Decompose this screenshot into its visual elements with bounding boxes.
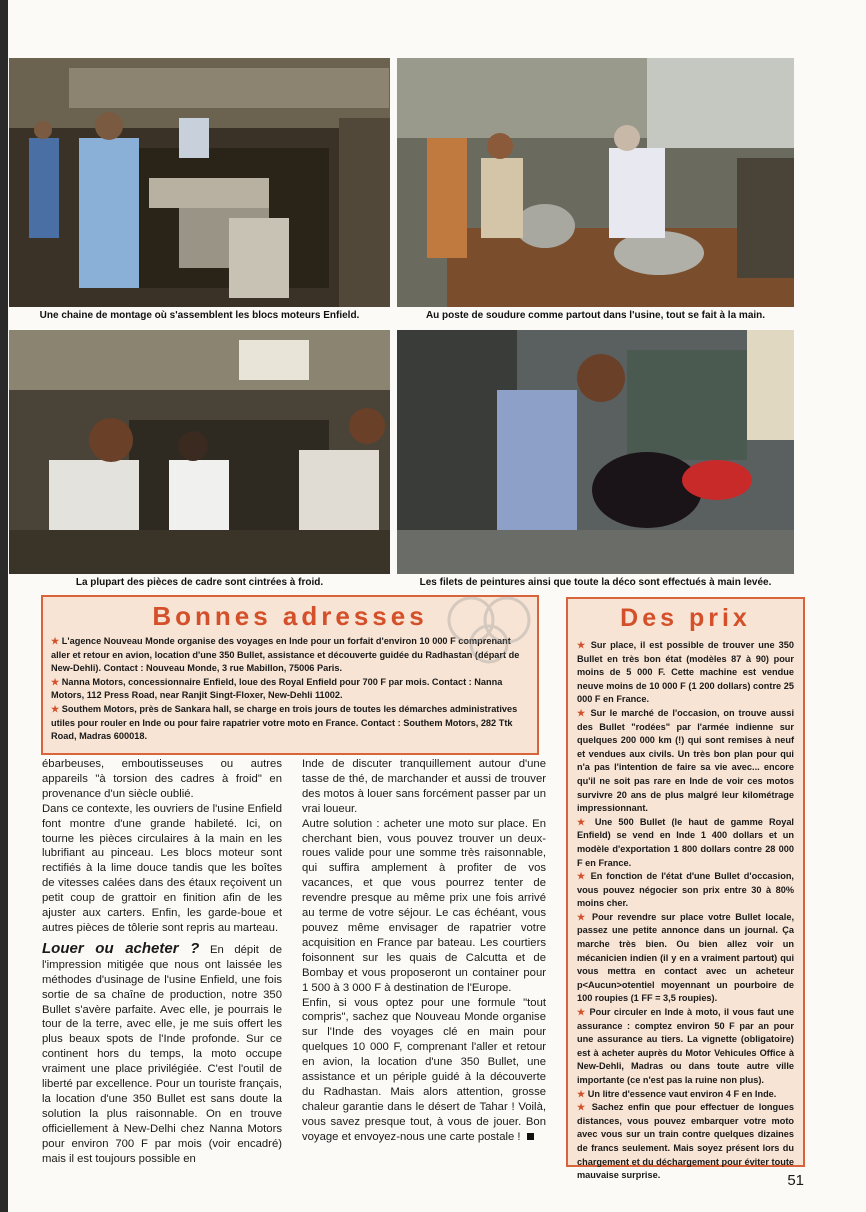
prix-item: ★ Une 500 Bullet (le haut de gamme Royal Enfield) se vend en Inde 1 400 dollars et un modèle d'exportation 1 800 dollars contre 28 000 F en France. — [577, 816, 794, 868]
star-icon: ★ — [577, 1088, 588, 1099]
des-prix-list — [577, 639, 794, 1183]
article-paragraph: Inde de discuter tranquillement autour d'une tasse de thé, de marchander et aussi de trouver des motos à louer sans forcément passer par un vrai loueur. — [302, 758, 546, 815]
section-lead: Louer ou acheter ? — [42, 939, 200, 957]
prix-item: ★ Sachez enfin que pour effectuer de longues distances, vous pouvez embarquer votre moto avec vous sur un train contre quelques dizaines de francs seulement. Mais soyez présent lors du chargement et du déchargement pour éviter toute mauvaise surprise. — [577, 1102, 794, 1181]
article-paragraph: Autre solution : acheter une moto sur place. En cherchant bien, vous pouvez trouver un deux-roues valide pour une somme très raisonnable, qui suffira amplement à profiter de vos vacances, et que vous pourrez tenter de revendre presque au même prix une fois arrivé au terme de votre séjour. Le cas échéant, vous pouvez même envisager de rapatrier votre acquisition en France par bateau. Les courtiers foisonnent sur les quais de Calcutta et de Bombay et vous proposeront un container pour 1 500 à 3 000 F à destination de l'Europe. — [302, 817, 546, 994]
photo-welding-station — [397, 58, 794, 307]
prix-item: ★ Sur le marché de l'occasion, on trouve aussi des Bullet "rodées" par l'armée indienne sur quelques 200 000 km (!) qui sont remises à neuf et vendues aux civils. Un très bon plan pour qui n'a pas l'intention de faire sa vie avec... encore qu'il ne soit pas rare en Inde de voir ces motos survivre 20 ans de plus malgré leur kilométrage impressionnant. — [577, 707, 794, 814]
star-icon: ★ — [51, 703, 62, 714]
article-column-1 — [42, 757, 282, 1166]
caption-assembly-line: Une chaine de montage où s'assemblent les blocs moteurs Enfield. — [39, 310, 360, 321]
article-paragraph: ébarbeuses, emboutisseuses ou autres appareils "à torsion des cadres à froid" en provenance d'un siècle oublié. — [42, 758, 282, 800]
bonnes-adresses-title: Bonnes adresses — [152, 601, 428, 631]
caption-welding-station: Au poste de soudure comme partout dans l'usine, tout se fait à la main. — [425, 310, 766, 321]
caption-frame-bending: La plupart des pièces de cadre sont cintrées à froid. — [75, 577, 324, 588]
star-icon: ★ — [577, 911, 592, 922]
photo-painting-tank — [397, 330, 794, 574]
adresse-item: ★ Nanna Motors, concessionnaire Enfield, loue des Royal Enfield pour 700 F par mois. Contact : Nanna Motors, 112 Press Road, near Ranjit Singt-Floxer, New-Dehli 11002. — [51, 676, 503, 701]
article-column-2 — [302, 757, 546, 1145]
caption-painting-tank: Les filets de peintures ainsi que toute la déco sont effectués à main levée. — [419, 577, 772, 588]
article-paragraph: Dans ce contexte, les ouvriers de l'usine Enfield font montre d'une grande habileté. Ici, on tourne les pièces circulaires à la main en les lubrifiant au pinceau. Les blocs moteur sont rectifiés à la lime douce tandis que les boîtes de vitesses calées dans des étaux reçoivent un petit coup de grattoir en finition afin de les ajuster aux carters. Enfin, les garde-boue et autres pièces de tôlerie sont repris au marteau. — [42, 802, 282, 934]
star-icon: ★ — [577, 707, 591, 718]
prix-item: ★ En fonction de l'état d'une Bullet d'occasion, vous pouvez négocier son prix entre 30 à 80% moins cher. — [577, 871, 794, 909]
star-icon: ★ — [577, 1007, 590, 1018]
end-of-article-mark — [527, 1133, 534, 1140]
star-icon: ★ — [577, 640, 591, 650]
star-icon: ★ — [51, 676, 62, 687]
adresse-item: ★ L'agence Nouveau Monde organise des voyages en Inde pour un forfait d'environ 10 000 F comprenant aller et retour en avion, location d'une 350 Bullet, assistance et découverte guidée du Radhastan (départ de New-Dehli). Contact : Nouveau Monde, 3 rue Mabillon, 75006 Paris. — [51, 636, 520, 674]
star-icon: ★ — [577, 1102, 592, 1113]
des-prix-title: Des prix — [620, 604, 751, 632]
star-icon: ★ — [51, 636, 62, 646]
photo-frame-bending — [9, 330, 390, 574]
article-paragraph: Enfin, si vous optez pour une formule "tout compris", sachez que Nouveau Monde organise sur l'Inde des voyages clé en main pour quelques 10 000 F, comprenant l'aller et retour en avion, la location d'une 350 Bullet, une assistance et un périple guidé à la découverte du Radhastan. Mais alors attention, grosse chaleur garantie dans le désert de Tahar ! Voilà, vous savez presque tout, à vous de jouer. Bon voyage et envoyez-nous une carte postale ! — [302, 996, 546, 1143]
prix-item: ★ Pour circuler en Inde à moto, il vous faut une assurance : comptez environ 50 F par an pour une assurance au tiers. La vignette (obligatoire) est à acheter auprès du Motor Vehicules Office à New-Dehli, Madras ou dans toute autre ville importante (ce n'est pas la ruine non plus). — [577, 1007, 794, 1085]
prix-item: ★ Pour revendre sur place votre Bullet locale, passez une petite annonce dans un journal. Ça marche très bien. Ou bien allez voir un mécanicien indien (il y en a vraiment partout) qui vous mettra en contact avec un acheteur p<Aucun>otentiel moyennant un pourboire de 100 roupies (1 FF = 3,5 roupies). — [577, 911, 794, 1004]
adresse-item: ★ Southem Motors, près de Sankara hall, se charge en trois jours de toutes les démarches administratives utiles pour rouler en Inde ou pour faire rapatrier votre moto en France. Contact : Southem Motors, 282 Ttk Road, Madras 600018. — [51, 703, 518, 742]
watermark-logo — [445, 588, 537, 668]
article-paragraph: Louer ou acheter ? En dépit de l'impression mitigée que nous ont laissée les méthodes d'usinage de l'usine Enfield, une fois sortie de sa chaîne de production, notre 350 Bullet s'avère parfaite. Avec elle, je pourrais le tour de la terre, avec elle, je me suis offert les plus beaux spots de l'Inde profonde. Sur ce continent hors du temps, la moto occupe vraiment une place privilégiée. C'est l'outil de liberté par excellence. Pour un touriste français, la location d'une 350 Bullet est sans doute la solution la plus raisonnable. On en trouve officiellement à New-Delhi chez Nanna Motors pour environ 700 F par mois (voir encadré) mais il est toujours possible en — [42, 939, 282, 1165]
star-icon: ★ — [577, 871, 591, 882]
photo-assembly-line — [9, 58, 390, 307]
star-icon: ★ — [577, 816, 595, 827]
page-number: 51 — [787, 1172, 804, 1189]
prix-item: ★ Sur place, il est possible de trouver une 350 Bullet en très bon état (modèles 87 à 90) pour moins de 5 000 F. Cette machine est vendue neuve moins de 10 000 F (1 200 dollars) contre 25 000 F en France. — [577, 640, 794, 705]
page-binding-edge — [0, 0, 8, 1212]
prix-item: ★ Un litre d'essence vaut environ 4 F en Inde. — [577, 1088, 777, 1099]
